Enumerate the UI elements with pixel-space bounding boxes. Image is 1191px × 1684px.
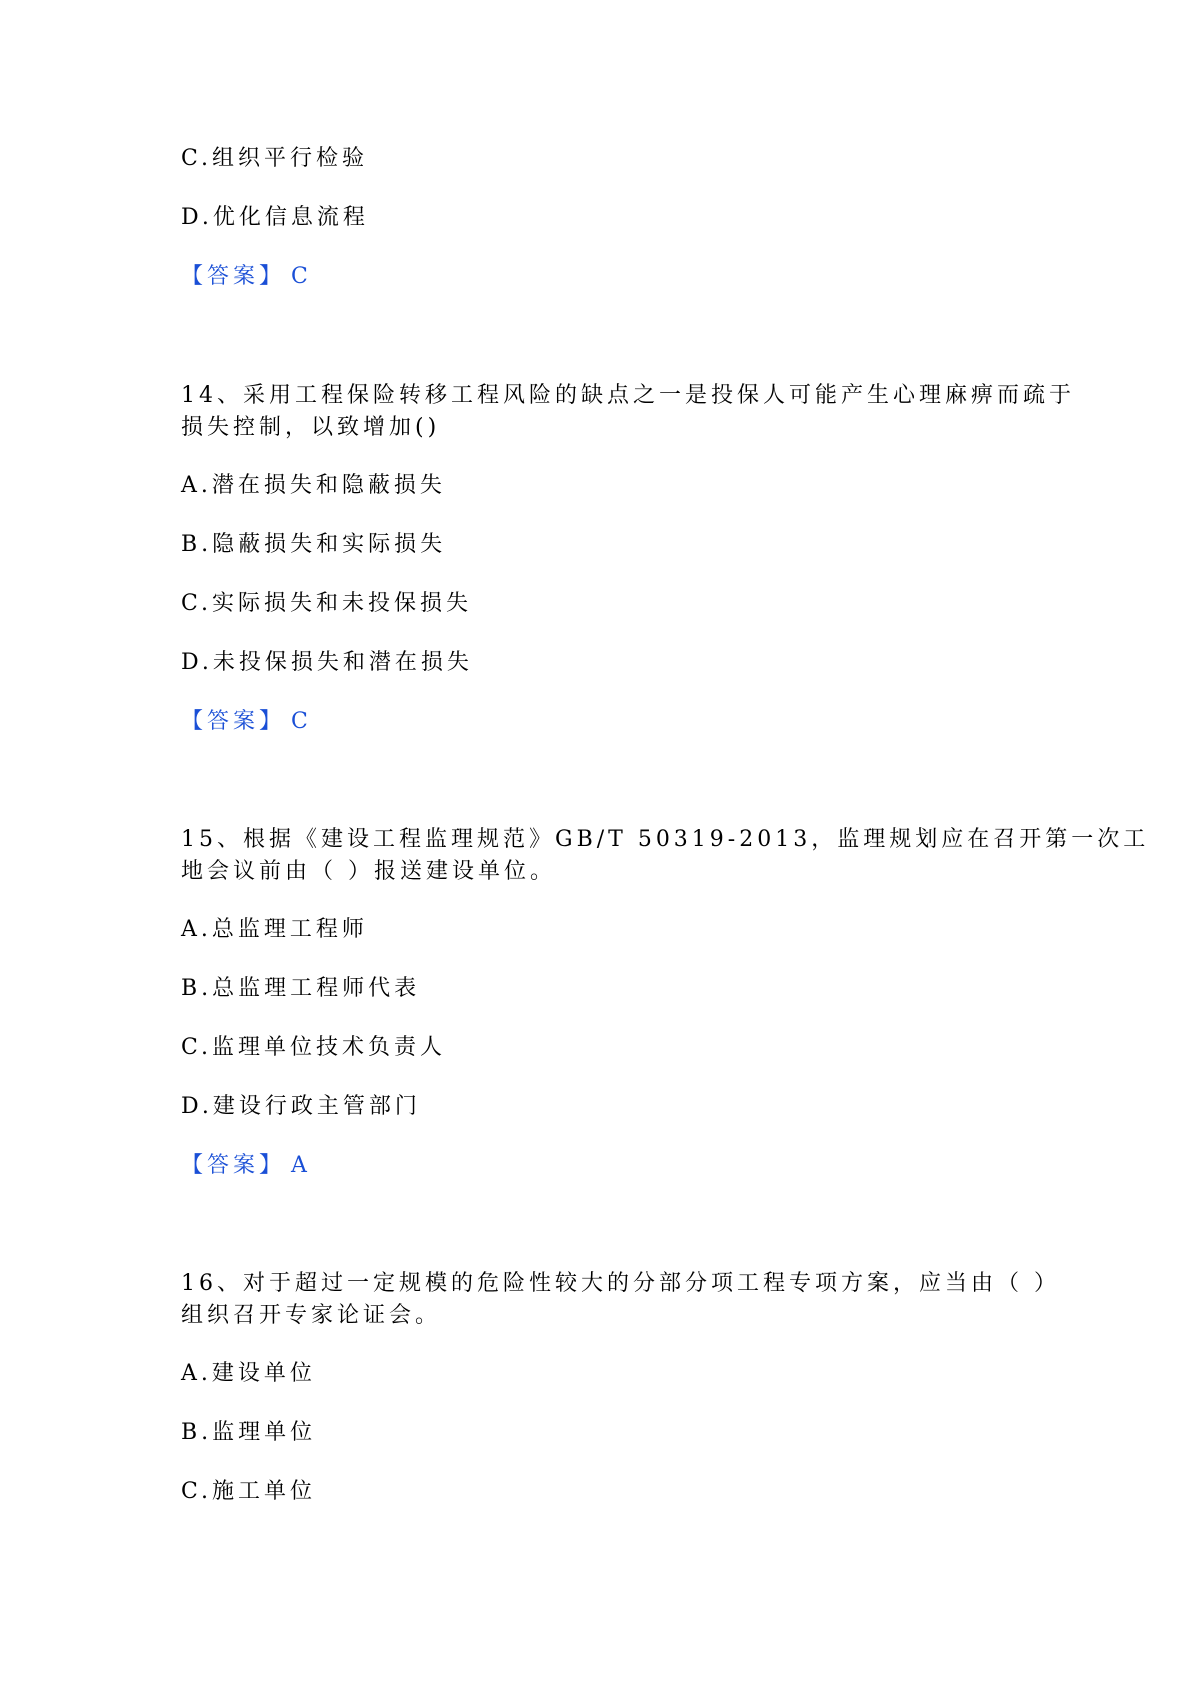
q14-answer-label: 【答案】	[181, 709, 286, 734]
q14-stem-line1: 14、采用工程保险转移工程风险的缺点之一是投保人可能产生心理麻痹而疏于	[181, 383, 1075, 408]
q14-answer	[181, 706, 312, 738]
q13-answer-label: 【答案】	[181, 264, 286, 289]
q16-stem-line1: 16、对于超过一定规模的危险性较大的分部分项工程专项方案，应当由（ ）	[181, 1271, 1060, 1296]
q16-stem-line2: 组织召开专家论证会。	[181, 1303, 442, 1328]
q13-answer	[181, 261, 312, 293]
q16-option-c: C.施工单位	[181, 1479, 317, 1504]
q16-option-b: B.监理单位	[181, 1420, 317, 1445]
q14-stem-line2: 损失控制，以致增加()	[181, 415, 441, 440]
q14-option-a: A.潜在损失和隐蔽损失	[181, 473, 446, 498]
q15-option-c: C.监理单位技术负责人	[181, 1035, 447, 1060]
q13-answer-value: C	[291, 264, 312, 289]
q16-option-a: A.建设单位	[181, 1361, 316, 1386]
q15-answer-label: 【答案】	[181, 1153, 286, 1178]
q15-answer-value: A	[291, 1153, 311, 1178]
q15-option-a: A.总监理工程师	[181, 917, 368, 942]
q14-option-b: B.隐蔽损失和实际损失	[181, 532, 447, 557]
q15-option-b: B.总监理工程师代表	[181, 976, 421, 1001]
q14-answer-value: C	[291, 709, 312, 734]
q14-option-d: D.未投保损失和潜在损失	[181, 650, 473, 675]
q15-stem-line1: 15、根据《建设工程监理规范》GB/T 50319-2013，监理规划应在召开第一次工	[181, 827, 1150, 852]
q15-stem-line2: 地会议前由（ ）报送建设单位。	[181, 859, 556, 884]
q13-option-d: D.优化信息流程	[181, 205, 369, 230]
q14-option-c: C.实际损失和未投保损失	[181, 591, 473, 616]
q13-option-c: C.组织平行检验	[181, 146, 369, 171]
q15-answer	[181, 1150, 311, 1182]
q15-option-d: D.建设行政主管部门	[181, 1094, 421, 1119]
